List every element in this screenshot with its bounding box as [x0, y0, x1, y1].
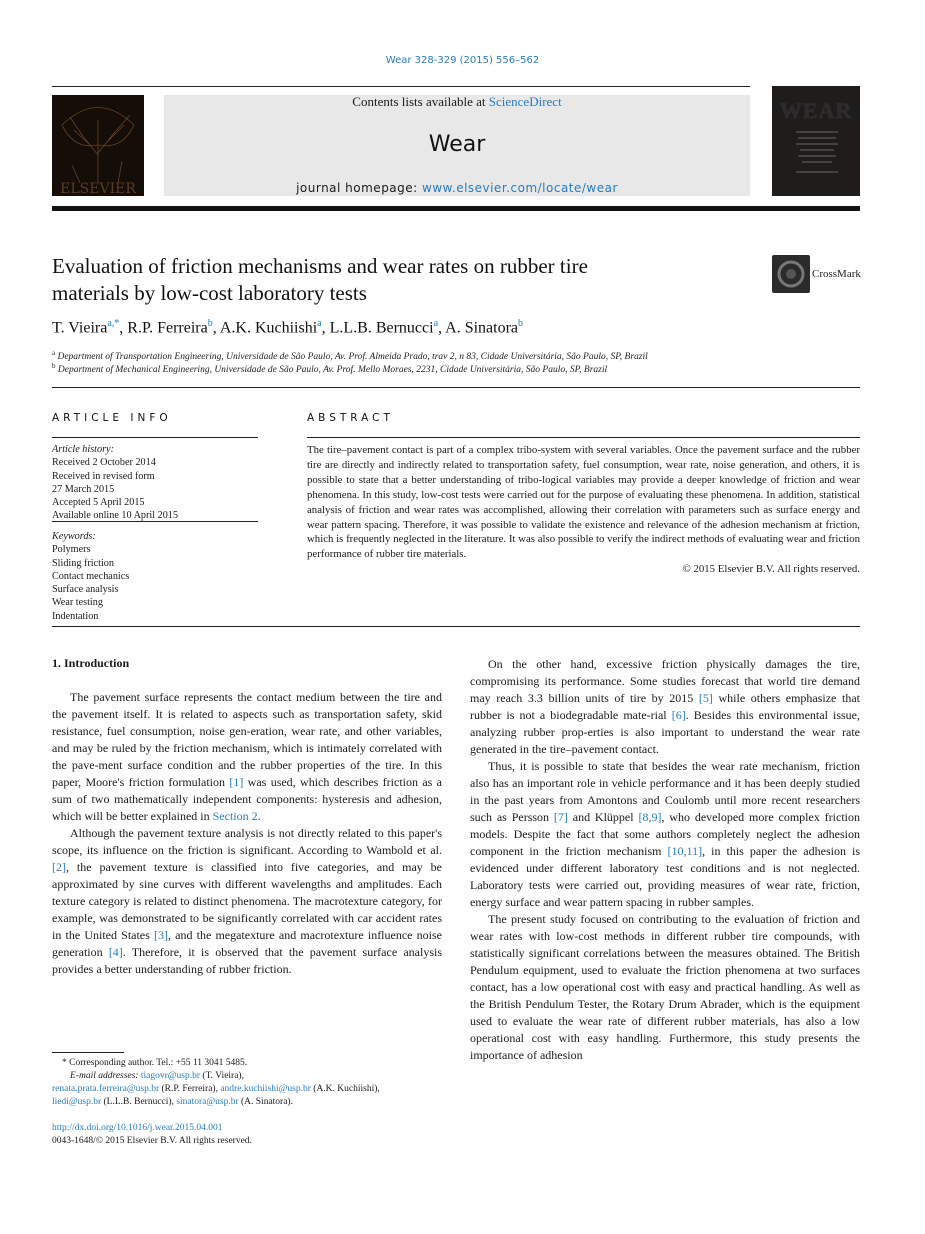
keyword-item: Sliding friction	[52, 557, 114, 569]
keyword-item: Surface analysis	[52, 584, 119, 596]
history-item: Received 2 October 2014	[52, 457, 156, 469]
elsevier-tree-icon	[52, 95, 144, 196]
reference-link[interactable]: [10,11]	[667, 844, 703, 858]
header-thick-rule	[52, 206, 860, 211]
author-name: A.K. Kuchiishi	[219, 319, 318, 337]
journal-cover	[772, 86, 860, 196]
paragraph: The present study focused on contributing to the evaluation of friction and wear rates with low-cost methods in different rubber tire compounds, with statistically significant correlations between the measures obtained. The British Pendulum equipment, used to evaluate the friction phenomena at two surfaces contact, has a low operational cost with easy and practical handling. As well as the British Pendulum Tester, the Rotary Drum Abrader, which is the equipment used to evaluate the wear rate of different rubber materials, has also a low operational cost with easy handling. Furthermore, this study presents the importance of adhesion	[470, 912, 860, 1062]
history-item: Accepted 5 April 2015	[52, 497, 145, 509]
crossmark-badge[interactable]	[772, 255, 862, 293]
issn-line: 0043-1648/© 2015 Elsevier B.V. All rights reserved.	[52, 1136, 252, 1146]
reference-link[interactable]: [6]	[671, 708, 686, 722]
author-name: T. Vieira	[52, 319, 108, 337]
reference-link[interactable]: [8,9]	[638, 810, 662, 824]
divider	[52, 437, 258, 438]
divider	[307, 437, 860, 438]
history-item: 27 March 2015	[52, 483, 115, 495]
article-info-heading: ARTICLE INFO	[52, 412, 172, 424]
journal-name: Wear	[428, 132, 486, 157]
footnote-emails-cont: liedi@usp.br (L.L.B. Bernucci), sinatora@usp.br (A. Sinatora).	[52, 1097, 293, 1107]
journal-banner	[164, 95, 750, 196]
email-link[interactable]: sinatora@usp.br	[176, 1097, 239, 1107]
reference-link[interactable]: Section 2	[212, 809, 258, 823]
paragraph: Thus, it is possible to state that besides the wear rate mechanism, friction also has an important role in vehicle performance and it has been deeply studied in the past years from Amontons and Coulomb until more recent researchers such as Persson [7] and Klüppel [8,9], who developed more complex friction models. Despite the fact that some authors completely neglect the adhesion component in the friction mechanism [10,11], in this paper the adhesion is evidenced under different laboratory test conditions and is not neglected. Laboratory tests were carried out, providing measures of wear rate, friction, energy surface and wear pattern spacing in rubber samples.	[470, 759, 860, 909]
reference-link[interactable]: [5]	[698, 691, 713, 705]
paragraph: The pavement surface represents the contact medium between the tire and the pavement itself. It is related to aspects such as transportation safety, skid resistance, fuel consumption, noise gen-eration, wear rate, and other variables, and may be ruled by the friction mechanism, which is intimately correlated with the pave-ment surface condition and the rubber properties of the tire. In this paper, Moore's friction formulation [1] was used, which describes friction as a sum of two mathematically independent components: hysteresis and adhesion, which will be better explained in Section 2.	[52, 690, 443, 823]
divider	[52, 387, 860, 388]
keyword-item: Wear testing	[52, 597, 103, 609]
crossmark-label: CrossMark	[812, 268, 861, 280]
footnote-rule	[52, 1052, 124, 1053]
author-name: A. Sinatora	[445, 319, 519, 337]
left-column	[52, 689, 442, 978]
affiliation-b: $^b$ Department of Mechanical Engineering, Universidade de São Paulo, Av. Prof. Mello Moraes, 2231, Cidade Universitária, São Paulo, SP, Brazil	[52, 362, 608, 376]
doi-link[interactable]: http://dx.doi.org/10.1016/j.wear.2015.04.001	[52, 1123, 223, 1133]
homepage-link[interactable]: www.elsevier.com/locate/wear	[422, 181, 618, 195]
reference-link[interactable]: [2]	[52, 860, 66, 874]
divider	[52, 626, 860, 627]
right-column	[470, 656, 860, 1064]
email-link[interactable]: liedi@usp.br	[52, 1097, 102, 1107]
divider	[52, 521, 258, 522]
reference-link[interactable]: [4]	[108, 945, 123, 959]
author-list: T. Vieira$^{a,*}$, R.P. Ferreira$^b$, A.K. Kuchiishi$^a$, L.L.B. Bernucci$^a$, A. Sinatora$^b$	[52, 318, 524, 337]
article-history: Article history: Received 2 October 2014 Received in revised form 27 March 2015 Accepted 5 April 2015 Available online 10 April 2015	[52, 443, 258, 523]
section-heading: 1. Introduction	[52, 656, 130, 670]
reference-link[interactable]: [7]	[553, 810, 568, 824]
contents-line: Contents lists available at ScienceDirect	[352, 94, 562, 109]
keyword-item: Polymers	[52, 544, 91, 556]
abstract-heading: ABSTRACT	[307, 412, 394, 424]
cover-text-lines-icon	[792, 128, 842, 188]
paragraph: Although the pavement texture analysis is not directly related to this paper's scope, its influence on the friction is significant. According to Wambold et al. [2], the pavement texture is classified into five categories, and may be approximated by sine curves with different wavelengths and amplitudes. Each texture category is related to distinct phenomena. The macrotexture category, for example, was demonstrated to be significantly correlated with car accident rates in the United States [3], and the megatexture and macrotexture influence noise generation [4]. Therefore, it is observed that the pavement surface analysis provides a better understanding of rubber friction.	[52, 826, 442, 976]
abstract-text: The tire–pavement contact is part of a complex tribo-system with several variables. Once the pavement surface and the rubber tire are directly and indirectly related to transportation safety, fuel consumption, wear rate, noise generation, and others, it is possible to state that a better understanding of tribo-logical variables may provide a deeper knowledge of friction and wear phenomena. In this study, low-cost tests were carried out for the purpose of evaluating these phenomena. In addition, statistical analysis of friction and wear rates was accomplished, allowing their correlation with parameters such as surface energy and wear pattern spacing. Therefore, it was possible to validate the existence and relevance of the adhesion mechanism at friction, which is frequently neglected in the literature. It was also possible to verify the indirect methods of evaluating wear and friction performance of rubber tire materials. © 2015 Elsevier B.V. All rights reserved.	[307, 444, 860, 576]
author-name: L.L.B. Bernucci	[329, 319, 434, 337]
elsevier-logo	[52, 95, 144, 196]
article-title: Evaluation of friction mechanisms and wear rates on rubber tire materials by low-cost laboratory tests	[52, 254, 588, 305]
email-link[interactable]: andre.kuchiishi@usp.br	[220, 1084, 311, 1094]
footnote-emails-cont: renata.prata.ferreira@usp.br (R.P. Ferreira), andre.kuchiishi@usp.br (A.K. Kuchiishi),	[52, 1084, 380, 1094]
history-item: Received in revised form	[52, 470, 155, 482]
keywords: Keywords: Polymers Sliding friction Contact mechanics Surface analysis Wear testing Indentation	[52, 530, 258, 623]
cover-title: WEAR	[779, 98, 853, 123]
header-rule	[52, 86, 750, 87]
author-name: R.P. Ferreira	[127, 319, 208, 337]
keyword-item: Contact mechanics	[52, 570, 130, 582]
paragraph: On the other hand, excessive friction physically damages the tire, compromising its performance. Some studies forecast that world tire demand may reach 3.3 billion units of tire by 2015 [5] while others emphasize that rubber is not a biodegradable mate-rial [6]. Besides this environmental issue, analyzing rubber prop-erties is also important to understand the wear rate generated in the tire–pavement contact.	[470, 657, 860, 756]
email-link[interactable]: renata.prata.ferreira@usp.br	[52, 1084, 160, 1094]
footnote-corresponding: * Corresponding author. Tel.: +55 11 3041 5485.	[62, 1058, 248, 1068]
elsevier-logo-text: ELSEVIER	[60, 181, 136, 196]
keyword-item: Indentation	[52, 610, 99, 622]
reference-link[interactable]: [3]	[153, 928, 168, 942]
email-link[interactable]: tiagovr@usp.br	[140, 1071, 201, 1081]
homepage-line: journal homepage: www.elsevier.com/locate/wear	[296, 181, 618, 195]
history-item: Available online 10 April 2015	[52, 510, 178, 522]
copyright: © 2015 Elsevier B.V. All rights reserved.	[682, 563, 860, 576]
footnote-emails: E-mail addresses: tiagovr@usp.br (T. Vieira),	[70, 1071, 244, 1081]
reference-link[interactable]: [1]	[229, 775, 244, 789]
crossmark-icon	[772, 255, 810, 293]
sciencedirect-link[interactable]: ScienceDirect	[488, 94, 562, 109]
affiliation-a: $^a$ Department of Transportation Engineering, Universidade de São Paulo, Av. Prof. Almeida Prado, trav 2, n 83, Cidade Universitária, São Paulo, SP, Brazil	[52, 349, 648, 363]
journal-citation[interactable]: Wear 328-329 (2015) 556–562	[385, 55, 540, 66]
